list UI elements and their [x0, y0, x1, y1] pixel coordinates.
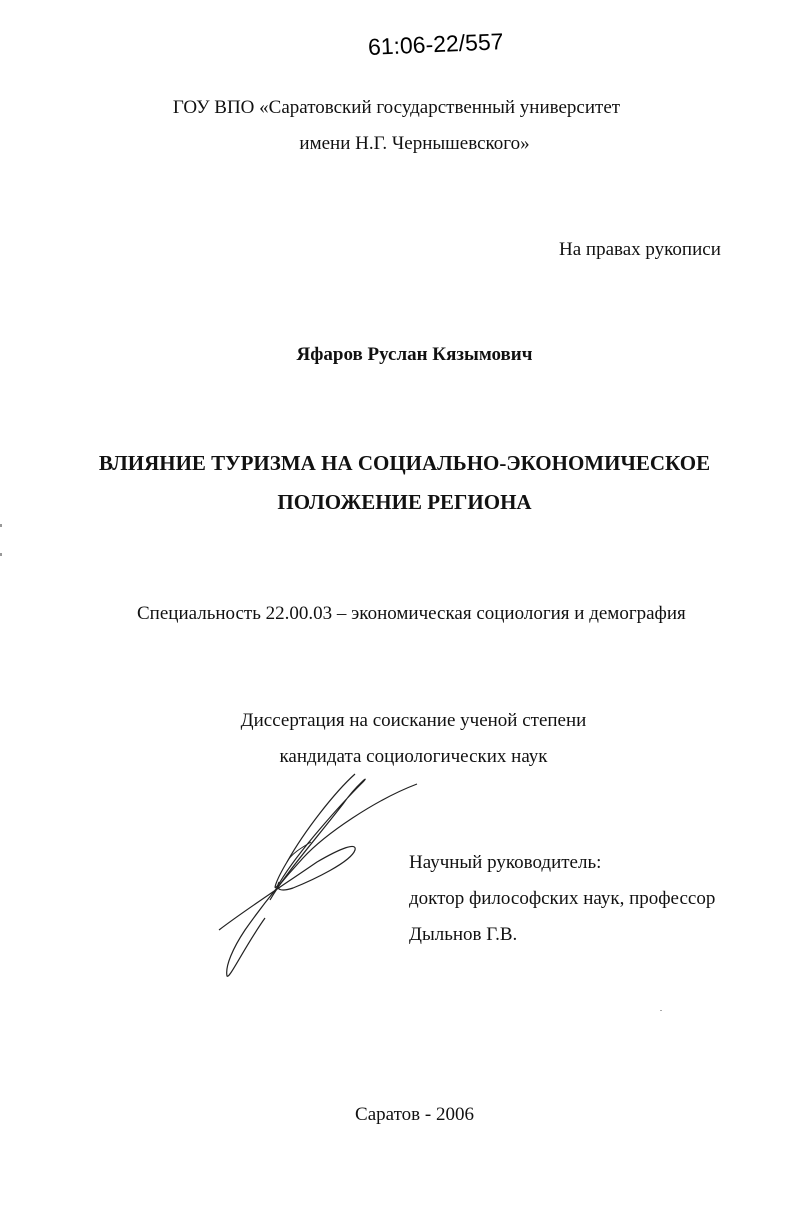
title-line-1: ВЛИЯНИЕ ТУРИЗМА НА СОЦИАЛЬНО-ЭКОНОМИЧЕСКОЕ	[98, 451, 711, 475]
degree-line-1: Диссертация на соискание ученой степени	[240, 710, 587, 731]
specialty: Специальность 22.00.03 – экономическая социология и демография	[137, 603, 686, 624]
handwritten-signature	[205, 770, 425, 985]
manuscript-rights: На правах рукописи	[559, 239, 721, 260]
scan-edge-mark	[0, 524, 2, 527]
title-line-2: ПОЛОЖЕНИЕ РЕГИОНА	[277, 490, 532, 514]
institution-line-2: имени Н.Г. Чернышевского»	[299, 133, 530, 154]
degree-line-2: кандидата социологических наук	[279, 746, 548, 767]
archive-stamp-code: 61:06-22/557	[367, 28, 504, 60]
scan-speck	[660, 1010, 662, 1011]
author-name: Яфаров Руслан Кязымович	[296, 344, 533, 365]
supervisor-name: Дыльнов Г.В.	[409, 924, 518, 945]
place-year: Саратов - 2006	[355, 1104, 474, 1125]
supervisor-rank: доктор философских наук, профессор	[409, 888, 716, 909]
supervisor-label: Научный руководитель:	[409, 852, 602, 873]
scan-edge-mark	[0, 553, 2, 556]
institution-line-1: ГОУ ВПО «Саратовский государственный университет	[172, 97, 621, 118]
